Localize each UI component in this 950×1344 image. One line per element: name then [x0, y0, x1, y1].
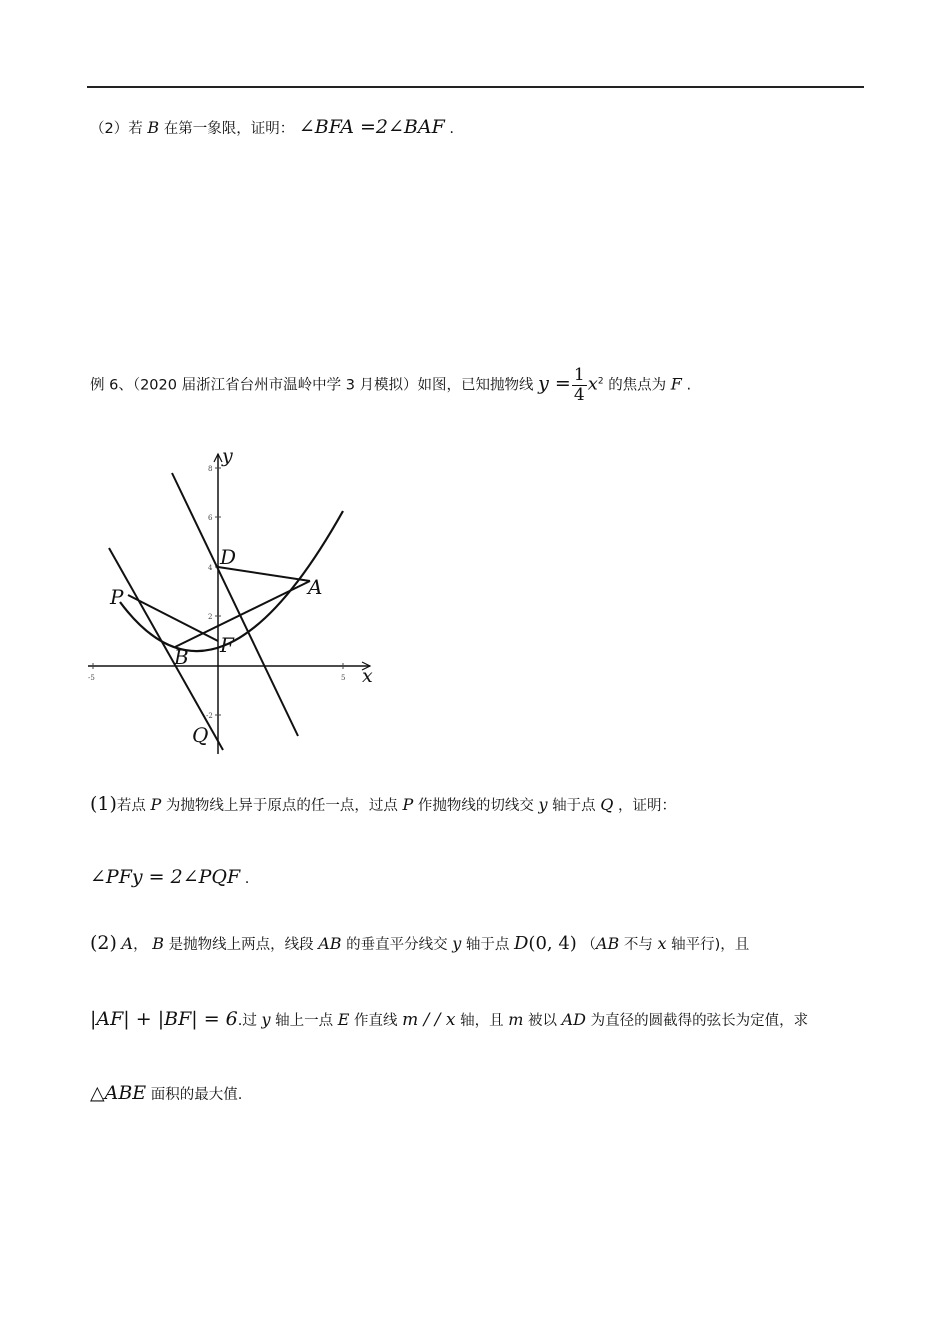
question-2-line-3: △ABE 面积的最大值.: [90, 1082, 243, 1104]
segment-PF: [128, 595, 218, 641]
angle-formula: ∠BFA =2∠BAF: [298, 116, 445, 138]
example6-intro: 例 6、（2020 届浙江省台州市温岭中学 3 月模拟）如图，已知抛物线 y = $\frac{1}{4}$ $x^2$ 的焦点为 F .: [90, 365, 692, 405]
y-tick-label: 2: [208, 613, 213, 621]
prev-part2-line: （2）若 B 在第一象限，证明： ∠BFA =2∠BAF .: [90, 116, 455, 138]
y-tick-label: -2: [206, 712, 213, 720]
point-F-label: F: [220, 633, 234, 657]
header-rule: [87, 86, 864, 88]
x-tick-label: -5: [88, 674, 95, 682]
segment-DA: [218, 567, 310, 581]
fraction-one-quarter: $\frac{1}{4}$: [573, 365, 585, 405]
point-Q-label: Q: [192, 723, 209, 747]
y-axis-label: y: [222, 445, 233, 467]
abs-sum-formula: |AF| + |BF| = 6: [90, 1008, 238, 1030]
tangent-line-PQ: [109, 548, 223, 750]
point-D-label: D: [220, 545, 237, 569]
question-2-line-1: (2) A， B 是抛物线上两点，线段 AB 的垂直平分线交 y 轴于点 D(0, 4) （AB 不与 x 轴平行)，且: [90, 932, 750, 954]
question-2-line-2: |AF| + |BF| = 6.过 y 轴上一点 E 作直线 m / / x 轴，且 m 被以 AD 为直径的圆截得的弦长为定值，求: [90, 1008, 809, 1030]
parabola-figure: [80, 440, 390, 760]
question-1-formula: ∠PFy = 2∠PQF .: [90, 866, 250, 888]
triangle-ABE: △ABE: [90, 1082, 147, 1104]
x-tick-label: 5: [341, 674, 346, 682]
question-1-line: (1)若点 P 为抛物线上异于原点的任一点，过点 P 作抛物线的切线交 y 轴于点 Q ，证明：: [90, 793, 676, 815]
x-axis-label: x: [362, 665, 373, 687]
y-tick-label: 6: [208, 514, 213, 522]
point-B-label: B: [174, 645, 189, 669]
point-A-label: A: [308, 575, 323, 599]
y-tick-label: 8: [208, 465, 213, 473]
y-tick-label: 4: [208, 564, 213, 572]
point-P-label: P: [110, 585, 124, 609]
